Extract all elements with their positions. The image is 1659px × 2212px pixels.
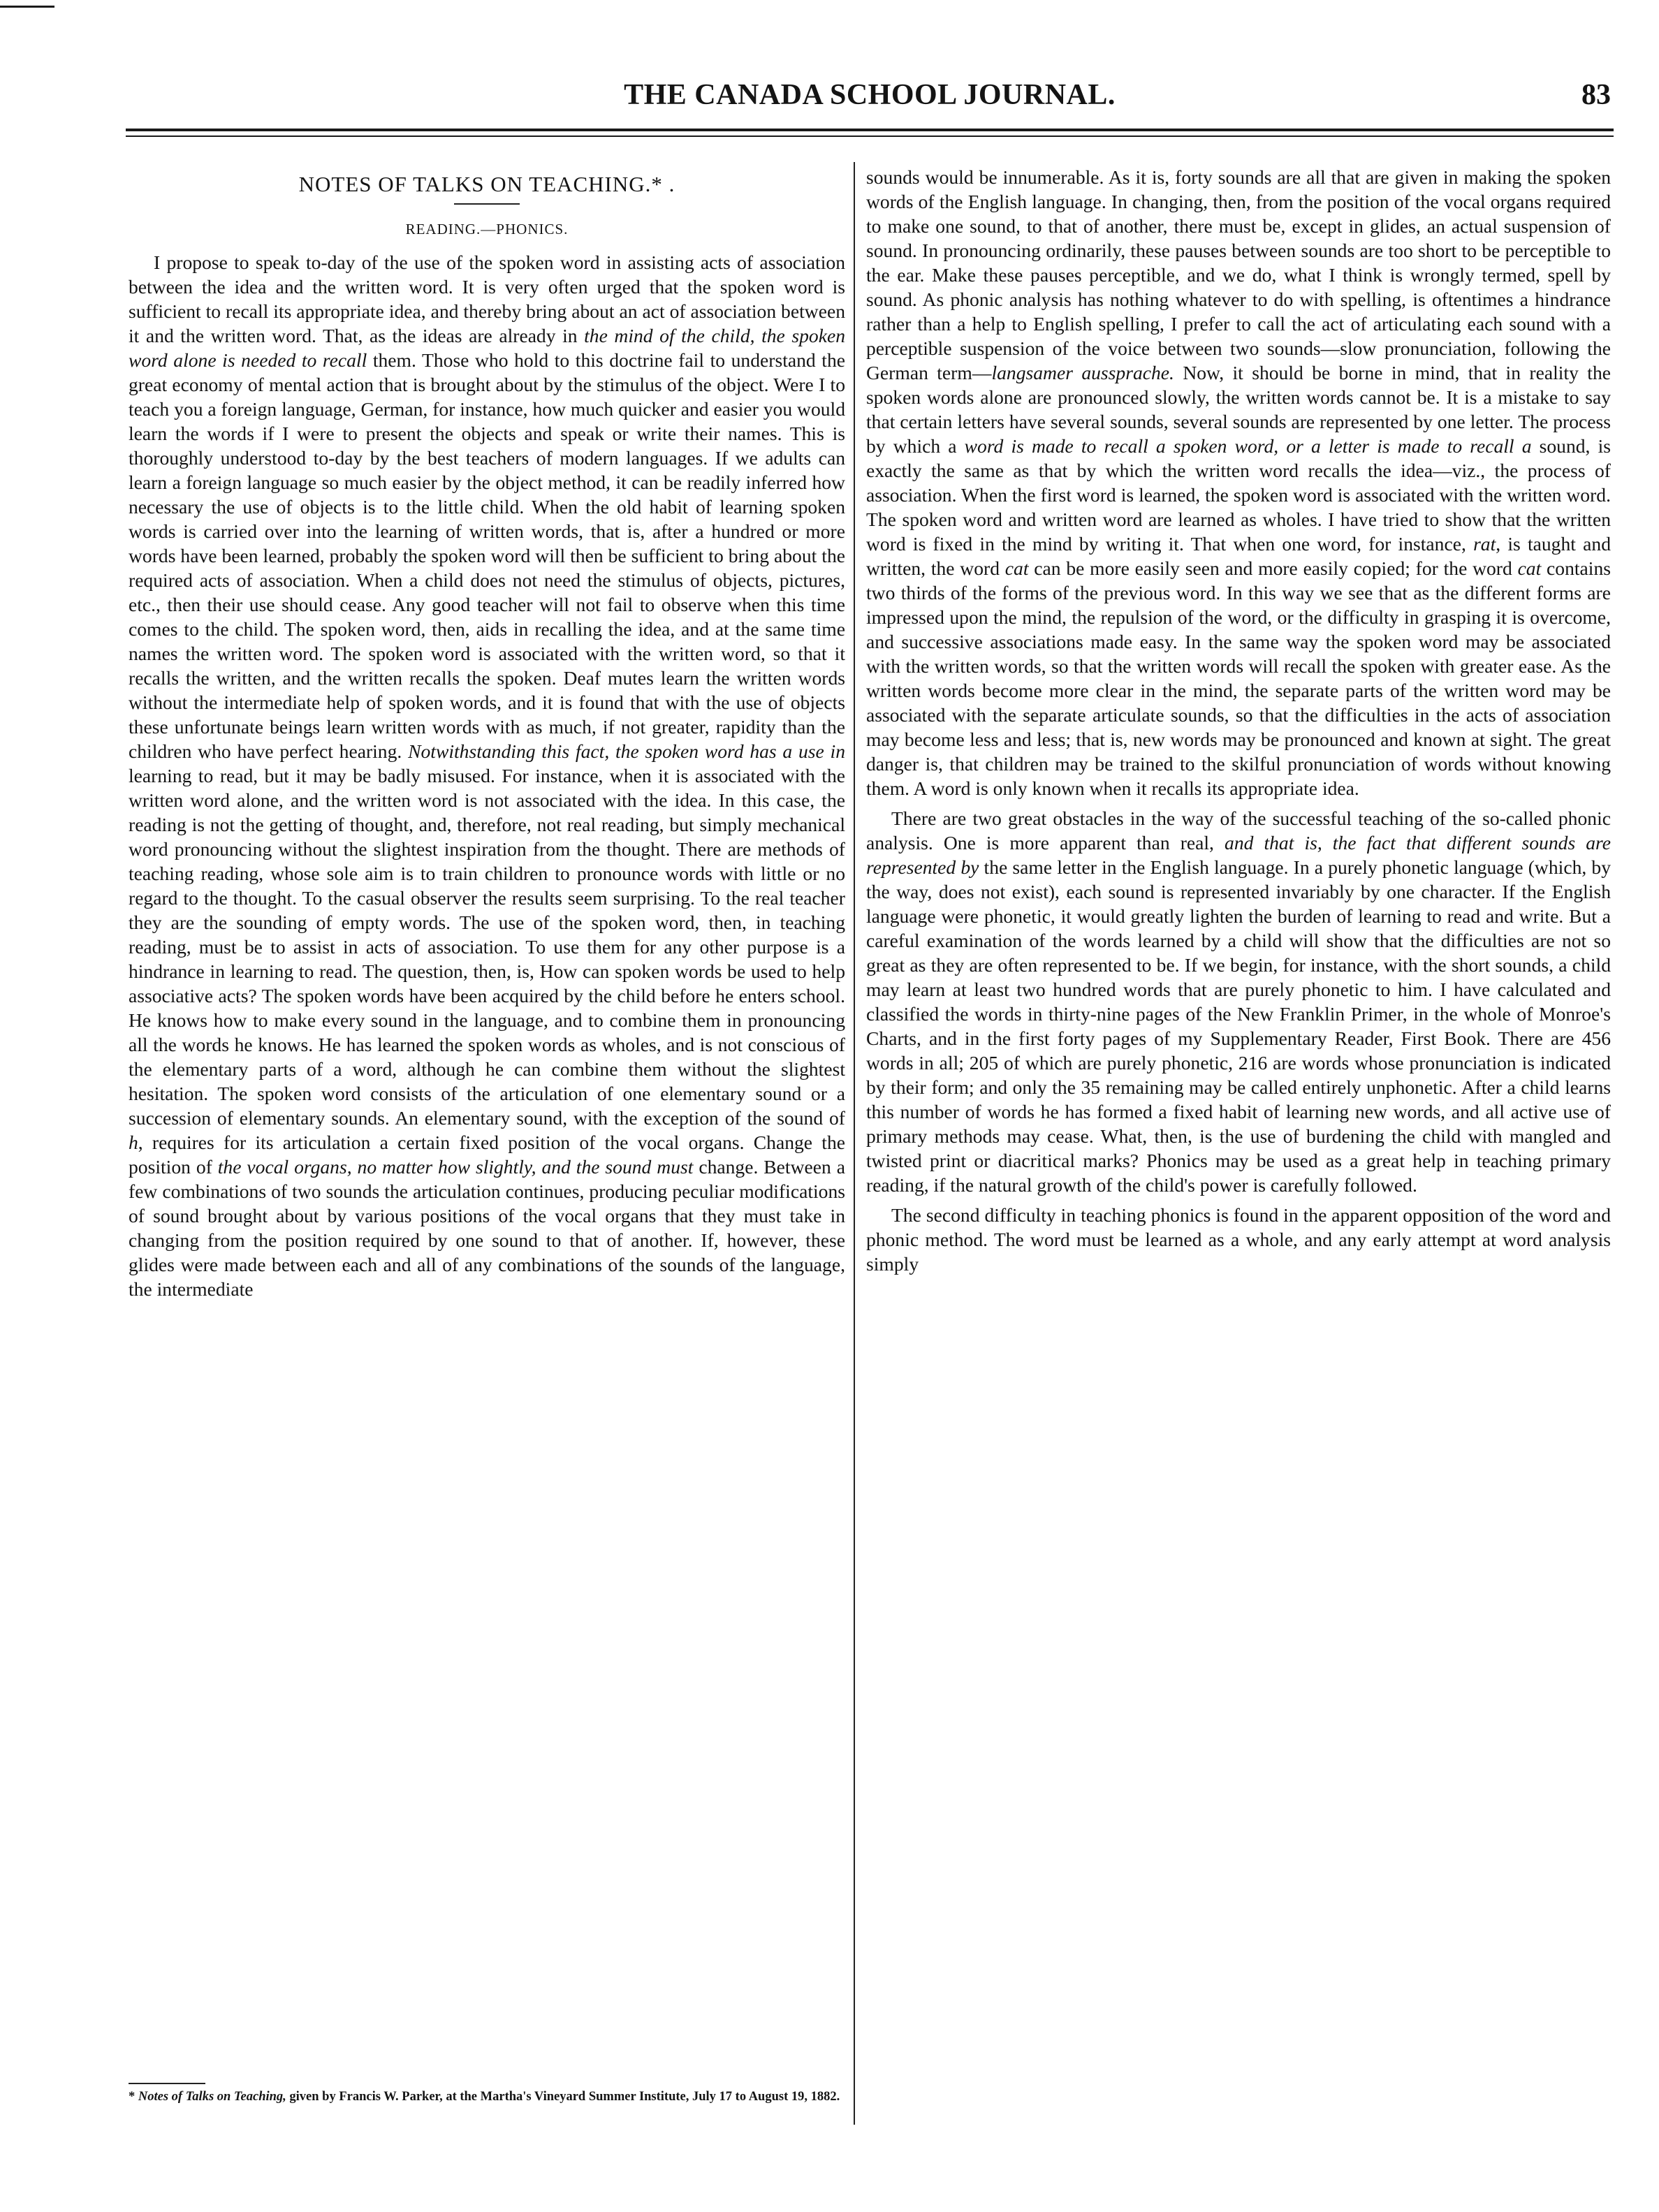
title-rule [454, 203, 520, 205]
text-run: Now, it should be borne in mind, that in reality the spoken words alone are pronounced slowly, the written words cannot be. It is a mistake to say that certain letters have several sounds, several sounds are represented by one letter. The process by which a [866, 362, 1611, 457]
header-rule-thin [126, 135, 1614, 137]
paragraph [866, 165, 1611, 800]
italic-text: Notwithstanding this fact, the spoken word has a use in [408, 740, 845, 762]
article-title: NOTES OF TALKS ON TEACHING.* . [298, 172, 675, 196]
italic-word: cat [1517, 557, 1542, 579]
text-run: There are two great obstacles in the way of the successful teaching of the so-called phonic analysis. One is more apparent than real, [866, 807, 1611, 854]
text-run: change. Between a few combinations of two sounds the articulation continues, producing peculiar modifications of sound brought about by various positions of the vocal organs that they must take in changing from the position required by one sound to that of another. If, however, these glides were made between each and all of any combinations of the sounds of the language, the intermediate [129, 1156, 845, 1300]
section-heading: READING.—PHONICS. [405, 221, 569, 237]
text-run: The second difficulty in teaching phonics is found in the apparent opposition of the word and phonic method. The word must be learned as a whole, and any early attempt at word analysis simply [866, 1204, 1611, 1275]
italic-text: word is made to recall a spoken word, or a letter is made to recall a [964, 435, 1532, 457]
left-column [129, 165, 845, 1301]
paragraph [129, 250, 845, 1301]
text-run: learning to read, but it may be badly misused. For instance, when it is associated with the written word alone, and the written word is not associated with the idea. In this case, the reading is not the getting of thought, and, therefore, not real reading, but simply mechanical word pronouncing without the slightest inspiration from the thought. There are methods of teaching reading, whose sole aim is to train children to pronounce words with little or no regard to the thought. To the casual observer the results seem surprising. To the real teacher they are the sounding of empty words. The use of the spoken word, then, in teaching reading, must be to assist in acts of association. To use them for any other purpose is a hindrance in learning to read. The question, then, is, How can spoken words be used to help associative acts? The spoken words have been acquired by the child before he enters school. He knows how to make every sound in the language, and to combine them in pronouncing all the words he knows. He has learned the spoken words as wholes, and is not conscious of the elementary parts of a word, although he can combine them without the slightest hesitation. The spoken word consists of the articulation of one elementary sound or a succession of elementary sounds. An elementary sound, with the exception of the sound of [129, 765, 845, 1129]
text-run: contains two thirds of the forms of the previous word. In this way we see that as the different forms are impressed upon the mind, the repulsion of the word, or the difficulty in grasping it is overcome, and successive associations made easy. In the same way the spoken word may be associated with the written words, so that the written words will recall the spoken with greater ease. As the written words become more clear in the mind, the separate parts of the written word may be associated with the separate articulate sounds, so that the difficulties in the acts of association may become less and less; that is, new words may be pronounced and known at sight. The great danger is, that children may be trained to the skilful pronunciation of words without knowing them. A word is only known when it recalls its appropriate idea. [866, 557, 1612, 799]
text-run: sounds would be innumerable. As it is, forty sounds are all that are given in making the spoken words of the English language. In changing, then, from the position of the vocal organs required to make one sound, to that of another, there must be, except in glides, an actual suspension of sound. In pronouncing ordinarily, these pauses between sounds are too short to be perceptible to the ear. Make these pauses perceptible, and we do, what I think is wrongly termed, spell by sound. As phonic analysis has nothing whatever to do with spelling, is oftentimes a hindrance rather than a help to English spelling, I prefer to call the act of articulating each sound with a perceptible suspension of the voice between two sounds—slow pronunciation, following the German term— [866, 166, 1611, 383]
text-run: can be more easily seen and more easily copied; for the word [1028, 557, 1518, 579]
paragraph [866, 1203, 1611, 1276]
footnote-marker: * [129, 2090, 136, 2104]
running-head [126, 78, 1614, 123]
text-run: I propose to speak to-day of the use of the spoken word in assisting acts of association between the idea and the written word. It is very often urged that the spoken word is sufficient to recall its appropriate idea, and thereby bring about an act of association between it and the written word. That, as the ideas are already in [129, 251, 845, 346]
italic-letter: h [129, 1131, 138, 1153]
footnote-title: Notes of Talks on Teaching, [138, 2090, 286, 2104]
column-divider [854, 162, 855, 2125]
italic-text: and that is, the fact that different sounds are represented by [866, 832, 1611, 878]
italic-text: the vocal organs, no matter how slightly, and the sound must [217, 1156, 694, 1178]
italic-text: langsamer aussprache. [991, 362, 1174, 383]
right-column [866, 165, 1611, 1276]
text-run: the same letter in the English language. In a purely phonetic language (which, by the way, does not exist), each sound is represented invariably by one character. If the English language were phonetic, it would greatly lighten the burden of learning to read and write. But a careful examination of the words learned by a child will show that the difficulties are not so great as they are often represented to be. If we begin, for instance, with the short sounds, a child may learn at least two hundred words that are purely phonetic to him. I have calculated and classified the words in thirty-nine pages of the New Franklin Primer, in the whole of Monroe's Charts, and in the first forty pages of my Supplementary Reader, First Book. There are 456 words in all; 205 of which are purely phonetic, 216 are words whose pronunciation is indicated by their form; and only the 35 remaining may be called entirely unphonetic. After a child learns this number of words he has formed a fixed habit of learning new words, and all active use of primary methods may cease. What, then, is the use of burdening the child with mangled and twisted print or diacritical marks? Phonics may be used as a great help in teaching primary reading, if the natural growth of the child's power is carefully followed. [866, 856, 1612, 1196]
footnote [129, 2088, 845, 2105]
footnote-rule [129, 2083, 205, 2084]
paragraph [866, 806, 1611, 1197]
text-run: , requires for its articulation a certain fixed position of the vocal organs. Change the position of [129, 1131, 845, 1178]
text-run: them. Those who hold to this doctrine fail to understand the great economy of mental action that is brought about by the stimulus of the object. Were I to teach you a foreign language, German, for instance, how much quicker and easier you would learn the words if I were to present the objects and speak or write their names. This is thoroughly understood to-day by the best teachers of modern languages. If we adults can learn a foreign language so much easier by the object method, it can be readily inferred how necessary the use of objects is to the little child. When the old habit of learning spoken words is carried over into the learning of written words, that is, after a hundred or more words have been learned, probably the spoken word will then be sufficient to bring about the required acts of association. When a child does not need the stimulus of objects, pictures, etc., then their use should cease. Any good teacher will not fail to observe when this time comes to the child. The spoken word, then, aids in recalling the idea, and at the same time names the written word. The spoken word is associated with the written word, so that it recalls the written, and the written recalls the spoken. Deaf mutes learn the written words without the intermediate help of spoken words, and it is found that with the use of objects these unfortunate beings learn written words with as much, if not greater, rapidity than the children who have perfect hearing. [129, 349, 845, 762]
journal-title: THE CANADA SCHOOL JOURNAL. [624, 79, 1116, 111]
corner-mark [0, 6, 54, 8]
header-rule-thick [126, 129, 1614, 131]
italic-word: rat [1473, 533, 1496, 555]
page-number: 83 [1581, 79, 1611, 111]
text-run: sound, is exactly the same as that by which the written word recalls the idea—viz., the process of association. When the first word is learned, the spoken word is associated with the written word. The spoken word and written word are learned as wholes. I have tried to show that the written word is fixed in the mind by writing it. That when one word, for instance, [866, 435, 1611, 555]
italic-text: the mind of the child, the spoken word alone is needed to recall [129, 325, 845, 371]
footnote-text: given by Francis W. Parker, at the Martha's Vineyard Summer Institute, July 17 to August 19, 1882. [286, 2090, 840, 2104]
italic-word: cat [1004, 557, 1029, 579]
text-run: , is taught and written, the word [866, 533, 1611, 579]
